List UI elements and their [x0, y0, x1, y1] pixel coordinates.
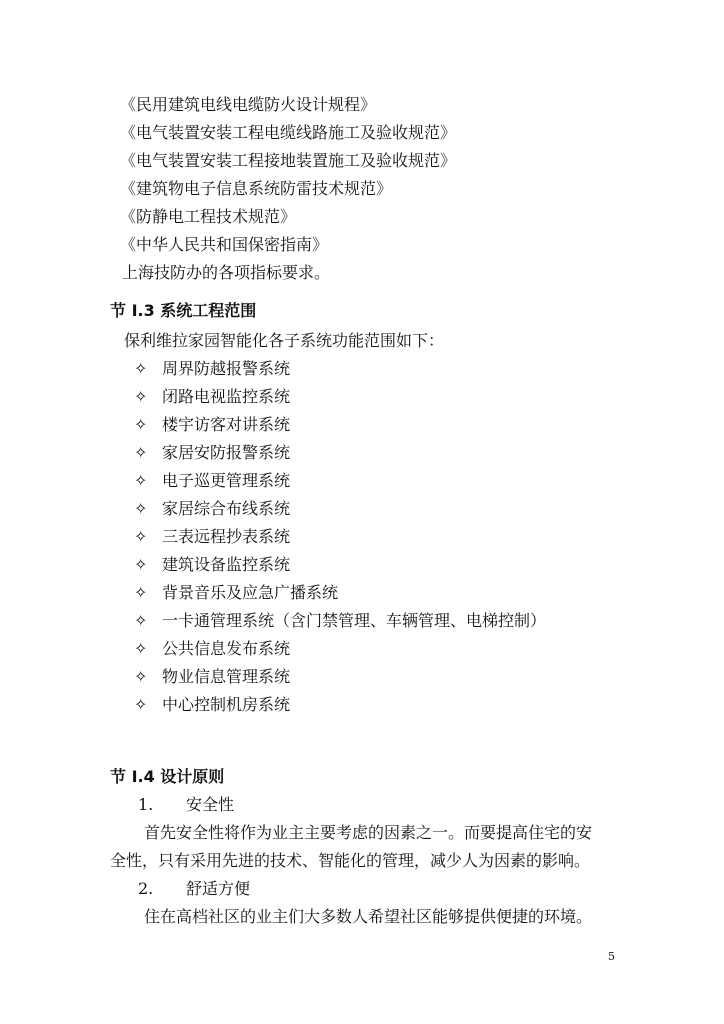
bullet-icon: ✧ — [134, 443, 148, 462]
bullet-icon: ✧ — [134, 555, 148, 574]
list-item: 三表远程抄表系统 — [162, 527, 291, 546]
bullet-icon: ✧ — [134, 639, 148, 658]
list-item: 家居安防报警系统 — [162, 443, 291, 462]
paragraph-line: 住在高档社区的业主们大多数人希望社区能够提供便捷的环境。 — [144, 907, 593, 926]
section-intro: 保利维拉家园智能化各子系统功能范围如下： — [124, 331, 445, 350]
reference-item: 《民用建筑电线电缆防火设计规程》 — [120, 95, 377, 114]
list-item: 公共信息发布系统 — [162, 639, 291, 658]
reference-item: 《电气装置安装工程电缆线路施工及验收规范》 — [120, 123, 457, 142]
reference-item: 《建筑物电子信息系统防雷技术规范》 — [120, 179, 393, 198]
bullet-icon: ✧ — [134, 611, 148, 630]
reference-item: 《中华人民共和国保密指南》 — [120, 235, 329, 254]
shanghai-note: 上海技防办的各项指标要求。 — [122, 263, 331, 282]
bullet-icon: ✧ — [134, 583, 148, 602]
principle-title: 舒适方便 — [186, 879, 251, 898]
bullet-icon: ✧ — [134, 359, 148, 378]
bullet-icon: ✧ — [134, 667, 148, 686]
paragraph-line: 首先安全性将作为业主主要考虑的因素之一。而要提高住宅的安 — [144, 823, 593, 842]
page-number: 5 — [608, 950, 615, 963]
bullet-icon: ✧ — [134, 499, 148, 518]
list-item: 楼宇访客对讲系统 — [162, 415, 291, 434]
list-item: 建筑设备监控系统 — [162, 555, 291, 574]
reference-item: 《防静电工程技术规范》 — [120, 207, 297, 226]
list-item: 周界防越报警系统 — [162, 359, 291, 378]
principle-number: 1. — [138, 795, 154, 814]
list-item: 一卡通管理系统（含门禁管理、车辆管理、电梯控制） — [162, 611, 547, 630]
reference-item: 《电气装置安装工程接地装置施工及验收规范》 — [120, 151, 457, 170]
bullet-icon: ✧ — [134, 387, 148, 406]
bullet-icon: ✧ — [134, 415, 148, 434]
paragraph-line: 全性，只有采用先进的技术、智能化的管理，减少人为因素的影响。 — [110, 851, 591, 870]
list-item: 物业信息管理系统 — [162, 667, 291, 686]
list-item: 背景音乐及应急广播系统 — [162, 583, 339, 602]
list-item: 电子巡更管理系统 — [162, 471, 291, 490]
list-item: 家居综合布线系统 — [162, 499, 291, 518]
bullet-icon: ✧ — [134, 527, 148, 546]
list-item: 闭路电视监控系统 — [162, 387, 291, 406]
principle-title: 安全性 — [186, 795, 235, 814]
section-heading-i3: 节 I.3 系统工程范围 — [110, 301, 257, 320]
bullet-icon: ✧ — [134, 471, 148, 490]
bullet-icon: ✧ — [134, 695, 148, 714]
list-item: 中心控制机房系统 — [162, 695, 291, 714]
principle-number: 2. — [138, 879, 154, 898]
section-heading-i4: 节 I.4 设计原则 — [110, 767, 225, 786]
